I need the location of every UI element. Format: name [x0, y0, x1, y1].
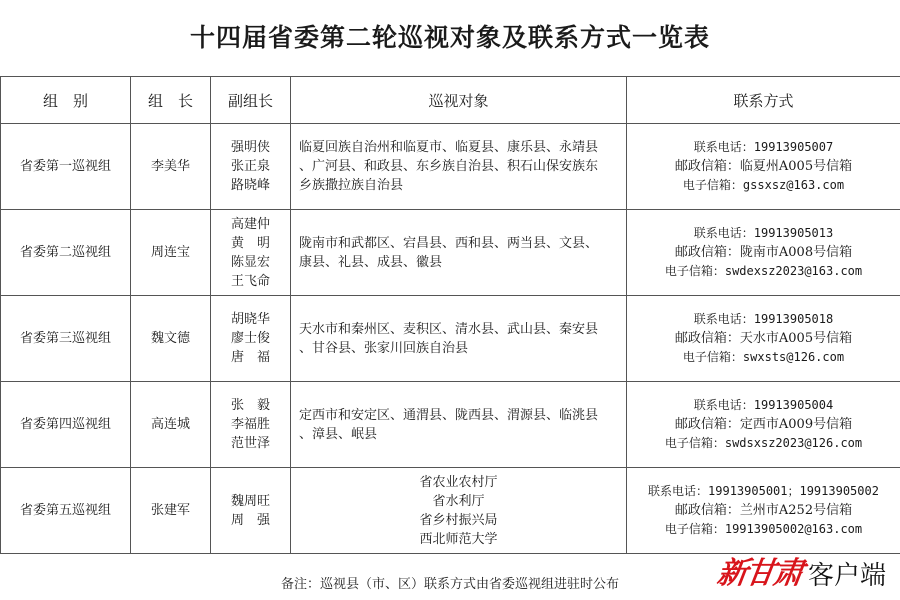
- header-contact: 联系方式: [627, 77, 900, 124]
- contact-email: 电子信箱：19913905002@163.com: [664, 522, 863, 536]
- deputy-name: 强明侠: [230, 140, 270, 155]
- leader-cell: [131, 124, 211, 210]
- deputy-name: 王飞命: [230, 273, 270, 289]
- leader-name: 周连宝: [150, 245, 190, 260]
- leader-name: 高连城: [150, 417, 190, 432]
- leader-name: 李美华: [150, 159, 190, 174]
- group-name: 省委第一巡视组: [19, 159, 111, 174]
- group-name: 省委第三巡视组: [19, 331, 111, 346]
- deputy-name: 路晓峰: [230, 178, 270, 193]
- deputy-name: 陈显宏: [230, 254, 270, 270]
- group-cell: [1, 296, 131, 382]
- target-line: 、广河县、和政县、东乡族自治县、积石山保安族东: [299, 159, 599, 174]
- inspection-table: [0, 76, 900, 554]
- target-line: 省农业农村厅: [419, 474, 498, 490]
- group-cell: [1, 382, 131, 468]
- logo-client-text: 客户端: [807, 561, 886, 591]
- deputy-cell: [211, 468, 291, 554]
- deputy-name: 范世泽: [230, 436, 270, 451]
- contact-phone: 联系电话：19913905018: [693, 312, 834, 326]
- deputy-name: 张正泉: [230, 159, 270, 174]
- contact-cell: [627, 124, 900, 210]
- deputy-name: 廖士俊: [230, 331, 270, 346]
- targets-cell: [291, 468, 627, 554]
- header-targets: 巡视对象: [291, 77, 627, 124]
- deputy-name: 张 毅: [230, 398, 270, 413]
- group-name: 省委第二巡视组: [19, 245, 111, 260]
- table-row: [1, 468, 900, 554]
- table-row: [1, 210, 900, 296]
- targets-cell: [291, 296, 627, 382]
- target-line: 西北师范大学: [419, 531, 498, 547]
- target-line: 临夏回族自治州和临夏市、临夏县、康乐县、永靖县: [299, 140, 599, 155]
- group-name: 省委第四巡视组: [19, 417, 111, 432]
- contact-mail: 邮政信箱：定西市A009号信箱: [674, 417, 853, 432]
- deputy-name: 胡晓华: [230, 312, 270, 327]
- contact-email: 电子信箱：swdexsz2023@163.com: [664, 264, 863, 278]
- leader-cell: [131, 468, 211, 554]
- target-line: 康县、礼县、成县、徽县: [299, 254, 443, 270]
- group-cell: [1, 468, 131, 554]
- contact-email: 电子信箱：swdsxsz2023@126.com: [664, 436, 863, 450]
- deputy-name: 黄 明: [230, 235, 270, 251]
- table-row: [1, 124, 900, 210]
- contact-cell: [627, 296, 900, 382]
- contact-cell: [627, 210, 900, 296]
- header-group: 组 别: [1, 77, 131, 124]
- leader-cell: [131, 210, 211, 296]
- table-header-row: [1, 77, 900, 124]
- contact-phone: 联系电话：19913905007: [693, 140, 834, 154]
- footer-note: 备注：巡视县（市、区）联系方式由省委巡视组进驻时公布: [280, 577, 619, 592]
- group-name: 省委第五巡视组: [19, 503, 111, 518]
- targets-cell: [291, 210, 627, 296]
- targets-cell: [291, 124, 627, 210]
- page-title: 十四届省委第二轮巡视对象及联系方式一览表: [189, 23, 710, 52]
- target-line: 、漳县、岷县: [299, 426, 378, 442]
- leader-name: 魏文德: [150, 331, 190, 346]
- contact-phone: 联系电话：19913905004: [693, 398, 834, 412]
- table-row: [1, 296, 900, 382]
- table-body: [1, 124, 900, 554]
- contact-phone: 联系电话：19913905001；19913905002: [648, 484, 879, 498]
- contact-email: 电子信箱：gssxsz@163.com: [682, 178, 845, 192]
- app-logo: [715, 548, 886, 592]
- leader-name: 张建军: [150, 503, 190, 518]
- deputy-cell: [211, 210, 291, 296]
- target-line: 定西市和安定区、通渭县、陇西县、渭源县、临洮县: [299, 407, 599, 423]
- deputy-name: 魏周旺: [230, 493, 270, 509]
- contact-mail: 邮政信箱：临夏州A005号信箱: [674, 159, 853, 174]
- target-line: 省水利厅: [432, 493, 485, 509]
- contact-mail: 邮政信箱：陇南市A008号信箱: [674, 245, 853, 260]
- target-line: 陇南市和武都区、宕昌县、西和县、两当县、文县、: [299, 235, 599, 251]
- deputy-cell: [211, 382, 291, 468]
- leader-cell: [131, 382, 211, 468]
- table-row: [1, 382, 900, 468]
- targets-cell: [291, 382, 627, 468]
- deputy-name: 高建仲: [230, 216, 270, 232]
- deputy-cell: [211, 124, 291, 210]
- group-cell: [1, 210, 131, 296]
- contact-mail: 邮政信箱：兰州市A252号信箱: [674, 503, 853, 518]
- leader-cell: [131, 296, 211, 382]
- header-deputy: 副组长: [211, 77, 291, 124]
- deputy-name: 周 强: [230, 512, 270, 528]
- contact-cell: [627, 382, 900, 468]
- contact-email: 电子信箱：swxsts@126.com: [682, 350, 845, 364]
- deputy-name: 李福胜: [230, 417, 270, 432]
- group-cell: [1, 124, 131, 210]
- contact-cell: [627, 468, 900, 554]
- contact-phone: 联系电话：19913905013: [693, 226, 834, 240]
- target-line: 省乡村振兴局: [419, 512, 498, 528]
- target-line: 乡族撒拉族自治县: [299, 178, 404, 193]
- logo-brand-text: 新甘肃: [715, 556, 804, 591]
- deputy-name: 唐 福: [230, 350, 270, 365]
- target-line: 天水市和秦州区、麦积区、清水县、武山县、秦安县: [299, 321, 599, 337]
- deputy-cell: [211, 296, 291, 382]
- target-line: 、甘谷县、张家川回族自治县: [299, 340, 469, 356]
- contact-mail: 邮政信箱：天水市A005号信箱: [674, 331, 853, 346]
- header-leader: 组 长: [131, 77, 211, 124]
